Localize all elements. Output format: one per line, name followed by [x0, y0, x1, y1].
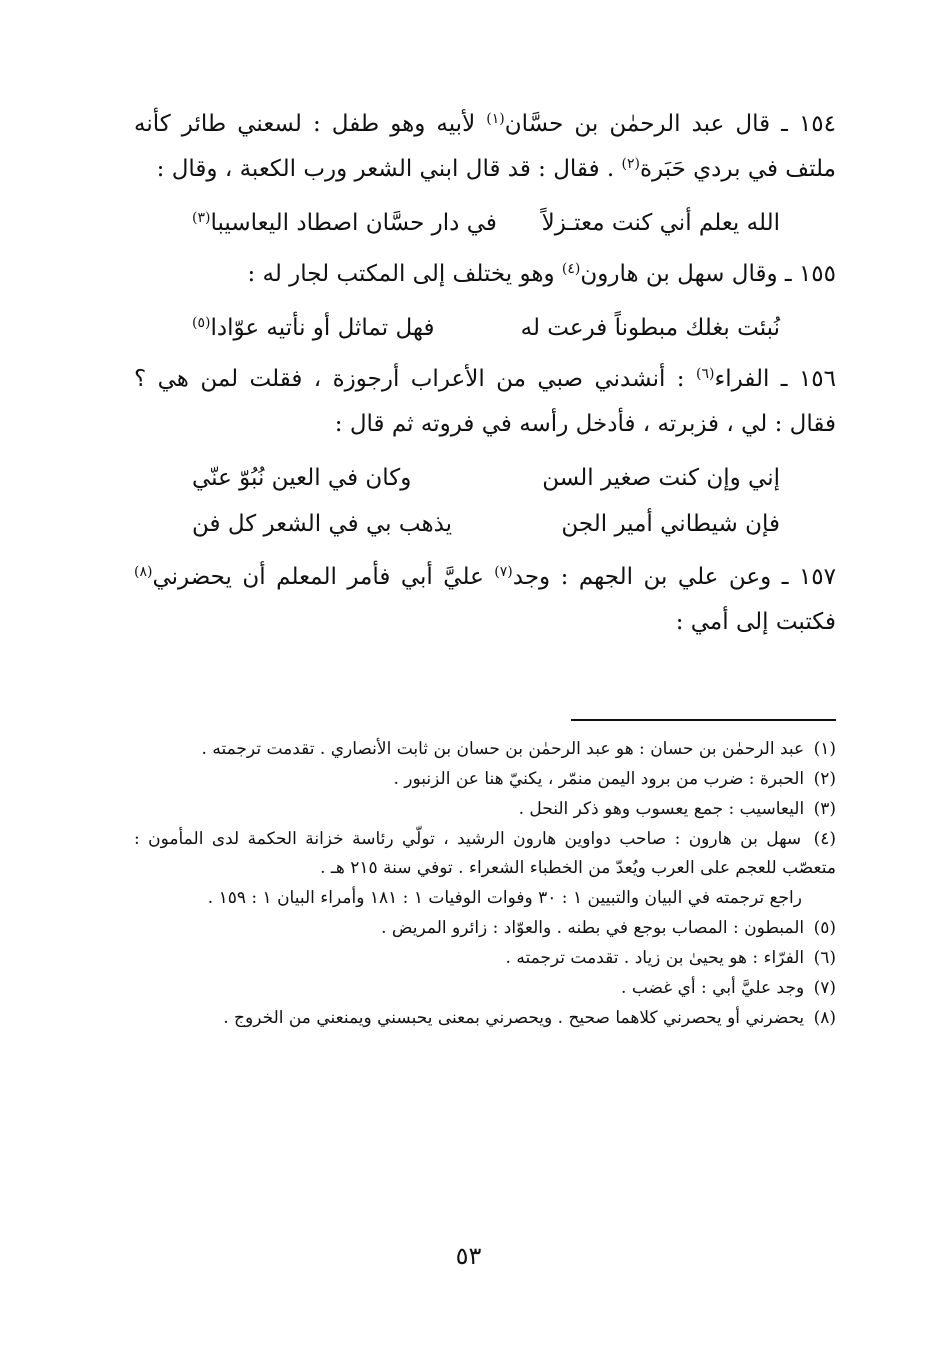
- page-number: ٥٣: [455, 1242, 482, 1270]
- footnote-4-continuation: راجع ترجمته في البيان والتبيين ١ : ٣٠ وفوات الوفيات ١ : ١٨١ وأمراء البيان ١ : ١٥٩ .: [207, 888, 802, 908]
- footnote-ref-3[interactable]: (٣): [192, 210, 211, 226]
- verse-hemistich-left: فهل تماثل أو نأتيه عوّادا$^{(٥)}$: [192, 315, 435, 341]
- footnote-4: (٤) سهل بن هارون : صاحب دواوين هارون الرشيد ، تولّي رئاسة خزانة الحكمة لدى المأمون : متعصّب للعجم على العرب ويُعدّ من الخطباء الشعراء . توفي سنة ٢١٥ هـ .: [134, 829, 837, 878]
- footnote-1: (١) عبد الرحمٰن بن حسان : هو عبد الرحمٰن بن حسان بن ثابت الأنصاري . تقدمت ترجمته .: [201, 739, 836, 759]
- paragraph-156: ١٥٦ ـ الفراء$^{(٦)}$ : أنشدني صبي من الأعراب أرجوزة ، فقلت لمن هي ؟ فقال : لي ، فزبرته ، فأدخل رأسه في فروته ثم قال :: [134, 366, 836, 437]
- verse-line-2: [134, 501, 836, 547]
- verse-155: [134, 305, 836, 351]
- main-text: [134, 102, 836, 645]
- footnote-ref-6[interactable]: (٦): [695, 366, 715, 382]
- footnote-6: (٦) الفرّاء : هو يحيىٰ بن زياد . تقدمت ترجمته .: [505, 948, 836, 968]
- verse-hemistich-left: وكان في العين نُبُوّ عنّي: [192, 465, 412, 491]
- footnote-ref-1[interactable]: (١): [486, 111, 505, 127]
- verse-hemistich-right: الله يعلم أني كنت معتـزلاً: [541, 210, 780, 236]
- verse-line-1: [134, 455, 836, 501]
- verse-hemistich-left: يذهب بي في الشعر كل فن: [192, 511, 453, 537]
- footnote-3: (٣) اليعاسيب : جمع يعسوب وهو ذكر النحل .: [518, 799, 836, 819]
- footnote-8: (٨) يحضرني أو يحصرني كلاهما صحيح . ويحصرني بمعنى يحبسني ويمنعني من الخروج .: [223, 1008, 836, 1028]
- verse-154: [134, 200, 836, 246]
- footnote-ref-2[interactable]: (٢): [621, 156, 640, 172]
- verse-hemistich-right: إني وإن كنت صغير السن: [542, 465, 780, 491]
- verse-hemistich-right: نُبئت بغلك مبطوناً فرعت له: [520, 315, 780, 341]
- verse-hemistich-left: في دار حسَّان اصطاد اليعاسيبا$^{(٣)}$: [192, 210, 497, 236]
- footnote-separator: [571, 719, 836, 721]
- footnotes: [134, 735, 836, 1034]
- verse-156: [134, 455, 836, 547]
- footnote-ref-8[interactable]: (٨): [134, 564, 153, 580]
- verse-hemistich-right: فإن شيطاني أمير الجن: [561, 511, 780, 537]
- footnote-ref-7[interactable]: (٧): [494, 564, 513, 580]
- paragraph-154: ١٥٤ ـ قال عبد الرحمٰن بن حسَّان$^{(١)}$ لأبيه وهو طفل : لسعني طائر كأنه ملتف في بردي حَبَرة$^{(٢)}$ . فقال : قد قال ابني الشعر ورب الكعبة ، وقال :: [134, 111, 836, 182]
- footnote-ref-5[interactable]: (٥): [192, 315, 211, 331]
- paragraph-155: ١٥٥ ـ وقال سهل بن هارون$^{(٤)}$ وهو يختلف إلى المكتب لجار له :: [247, 261, 836, 287]
- footnote-7: (٧) وجد عليَّ أبي : أي غضب .: [621, 978, 836, 998]
- footnote-5: (٥) المبطون : المصاب بوجع في بطنه . والعوّاد : زائرو المريض .: [381, 918, 836, 938]
- footnote-2: (٢) الحبرة : ضرب من برود اليمن منمّر ، يكنيّ هنا عن الزنبور .: [393, 769, 836, 789]
- footnote-ref-4[interactable]: (٤): [561, 261, 581, 277]
- paragraph-157: ١٥٧ ـ وعن علي بن الجهم : وجد$^{(٧)}$ عليَّ أبي فأمر المعلم أن يحضرني$^{(٨)}$ فكتبت إلى أمي :: [134, 564, 836, 635]
